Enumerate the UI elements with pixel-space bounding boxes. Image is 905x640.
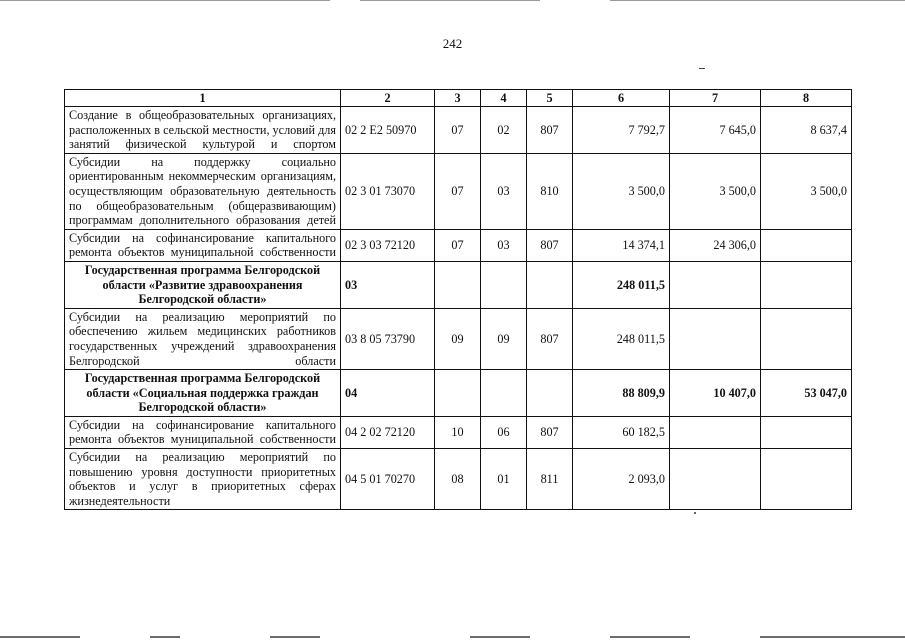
row-value-6: 3 500,0 xyxy=(573,153,670,229)
row-value-8: 3 500,0 xyxy=(761,153,852,229)
table-row xyxy=(65,153,852,229)
row-value-8 xyxy=(761,261,852,308)
row-value-8: 8 637,4 xyxy=(761,107,852,154)
row-value-7: 24 306,0 xyxy=(670,229,761,261)
table-row xyxy=(65,308,852,369)
row-col4: 03 xyxy=(481,229,527,261)
table-row xyxy=(65,449,852,510)
row-col5: 807 xyxy=(527,416,573,448)
row-name: Субсидии на софинансирование капитального ремонта объектов муниципальной собственности xyxy=(65,229,341,261)
scan-bottom-edge xyxy=(0,634,905,640)
row-value-6: 248 011,5 xyxy=(573,308,670,369)
column-header-7: 7 xyxy=(670,90,761,107)
row-value-8 xyxy=(761,229,852,261)
table-row xyxy=(65,416,852,448)
row-value-6: 2 093,0 xyxy=(573,449,670,510)
program-code: 04 xyxy=(341,370,435,417)
row-col3: 10 xyxy=(435,416,481,448)
row-value-7 xyxy=(670,416,761,448)
column-header-2: 2 xyxy=(341,90,435,107)
row-col3 xyxy=(435,370,481,417)
row-col5: 807 xyxy=(527,308,573,369)
row-col3: 07 xyxy=(435,153,481,229)
row-value-7: 7 645,0 xyxy=(670,107,761,154)
row-col5: 807 xyxy=(527,229,573,261)
scan-mark xyxy=(699,68,705,69)
row-value-8: 53 047,0 xyxy=(761,370,852,417)
row-value-8 xyxy=(761,449,852,510)
row-code: 03 8 05 73790 xyxy=(341,308,435,369)
column-header-5: 5 xyxy=(527,90,573,107)
row-value-8 xyxy=(761,416,852,448)
row-col4: 03 xyxy=(481,153,527,229)
row-col4: 02 xyxy=(481,107,527,154)
row-col3: 07 xyxy=(435,229,481,261)
row-name: Создание в общеобразовательных организациях, расположенных в сельской местности, условий для занятий физической культурой и спортом xyxy=(65,107,341,154)
row-value-7 xyxy=(670,449,761,510)
row-col4 xyxy=(481,370,527,417)
row-code: 02 2 E2 50970 xyxy=(341,107,435,154)
scan-top-edge xyxy=(0,0,905,2)
budget-table xyxy=(64,89,852,510)
program-name: Государственная программа Белгородской области «Развитие здравоохранения Белгородской области» xyxy=(65,261,341,308)
column-header-1: 1 xyxy=(65,90,341,107)
row-name: Субсидии на реализацию мероприятий по обеспечению жильем медицинских работников государственных учреждений здравоохранения Белгородской области xyxy=(65,308,341,369)
row-value-6: 60 182,5 xyxy=(573,416,670,448)
row-code: 04 2 02 72120 xyxy=(341,416,435,448)
program-code: 03 xyxy=(341,261,435,308)
column-header-3: 3 xyxy=(435,90,481,107)
row-value-7 xyxy=(670,308,761,369)
header-row xyxy=(65,90,852,107)
row-value-6: 7 792,7 xyxy=(573,107,670,154)
column-header-6: 6 xyxy=(573,90,670,107)
row-value-6: 14 374,1 xyxy=(573,229,670,261)
program-row xyxy=(65,261,852,308)
row-col3 xyxy=(435,261,481,308)
row-code: 04 5 01 70270 xyxy=(341,449,435,510)
row-col5: 807 xyxy=(527,107,573,154)
row-col4: 09 xyxy=(481,308,527,369)
row-name: Субсидии на поддержку социально ориентированным некоммерческим организациям, осуществляющим образовательную деятельность по общеобразовательным (общеразвивающим) программам дополнительного образования детей xyxy=(65,153,341,229)
row-value-7 xyxy=(670,261,761,308)
page-number: 242 xyxy=(442,36,463,51)
row-name: Субсидии на реализацию мероприятий по повышению уровня доступности приоритетных объектов и услуг в приоритетных сферах жизнедеятельности xyxy=(65,449,341,510)
row-col5: 811 xyxy=(527,449,573,510)
scan-dot xyxy=(694,512,696,514)
row-col3: 08 xyxy=(435,449,481,510)
program-name: Государственная программа Белгородской области «Социальная поддержка граждан Белгородской области» xyxy=(65,370,341,417)
table-row xyxy=(65,107,852,154)
program-row xyxy=(65,370,852,417)
row-col5 xyxy=(527,370,573,417)
row-name: Субсидии на софинансирование капитального ремонта объектов муниципальной собственности xyxy=(65,416,341,448)
row-value-6: 88 809,9 xyxy=(573,370,670,417)
row-value-8 xyxy=(761,308,852,369)
row-col3: 07 xyxy=(435,107,481,154)
column-header-8: 8 xyxy=(761,90,852,107)
row-value-6: 248 011,5 xyxy=(573,261,670,308)
row-col4 xyxy=(481,261,527,308)
row-code: 02 3 03 72120 xyxy=(341,229,435,261)
row-col4: 01 xyxy=(481,449,527,510)
row-col5 xyxy=(527,261,573,308)
row-value-7: 10 407,0 xyxy=(670,370,761,417)
row-col5: 810 xyxy=(527,153,573,229)
row-code: 02 3 01 73070 xyxy=(341,153,435,229)
column-header-4: 4 xyxy=(481,90,527,107)
table-row xyxy=(65,229,852,261)
row-col3: 09 xyxy=(435,308,481,369)
row-value-7: 3 500,0 xyxy=(670,153,761,229)
row-col4: 06 xyxy=(481,416,527,448)
